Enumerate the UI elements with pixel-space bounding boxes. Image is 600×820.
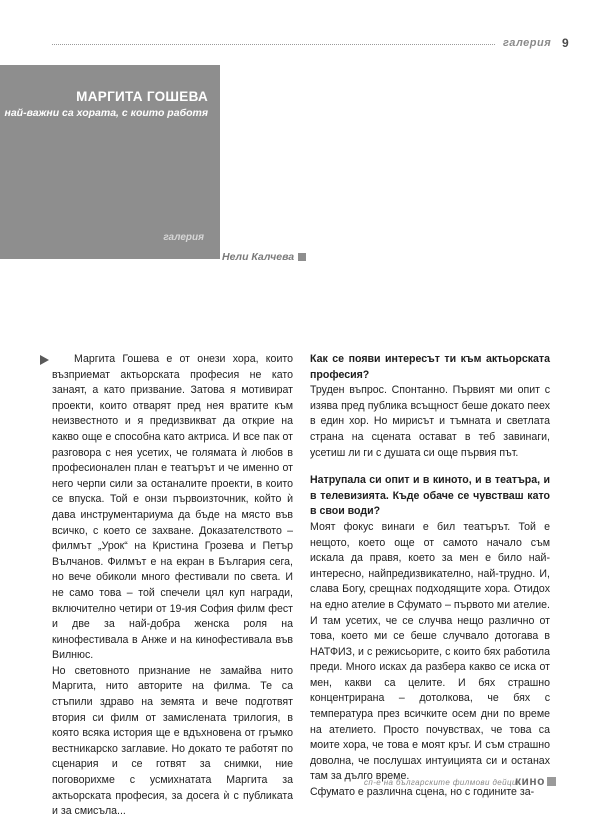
interview-question: Как се появи интересът ти към актьорската професия? bbox=[310, 353, 550, 381]
left-column bbox=[52, 352, 293, 820]
body-paragraph: Маргита Гошева е от онези хора, които възприемат актьорската професия не като занаят, а като призвание. Затова я мотивират проекти, които отварят пред нея вратите към неизвестното и я предизвикват да открие на какво още е способна като актриса. И все пак от разговора с нея усетих, че голямата ѝ любов в професионален план е театърът и че именно от него черпи сили за останалите проекти, в които се впуска. Той е онзи първоизточник, който ѝ дава инструментариума да бъде на място във всичко, с което се захване. Доказателството – филмът „Урок“ на Кристина Грозева и Петър Вълчанов. Филмът е на екран в България сега, но вече обиколи много фестивали по света. И не само това – той спечели цял куп награди, включително четири от 19-ия София филм фест и две за най-добра женска роля на кинофестивала в Анже и на кинофестивала във Вилнюс. bbox=[52, 353, 293, 662]
header-dotted-rule bbox=[52, 44, 495, 45]
section-label: галерия bbox=[503, 37, 552, 49]
article-title: МАРГИТА ГОШЕВА bbox=[76, 89, 208, 104]
footer-tagline: сп-е на българските филмови дейци bbox=[364, 778, 517, 787]
author-byline bbox=[222, 251, 306, 263]
interview-answer: Труден въпрос. Спонтанно. Първият ми опит с изява пред публика всъщност беше докато пеех в един хор. Но мирисът и тъмната и светлата страна на сцената остават в теб завинаги, усетиш ли ги с душата си още първия път. bbox=[310, 384, 550, 459]
interview-answer: Сфумато е различна сцена, но с годините за- bbox=[310, 786, 535, 799]
square-bullet-icon bbox=[298, 253, 306, 261]
interview-question: Натрупала си опит и в киното, и в театъра, и в телевизията. Къде обаче се чувстваш като в свои води? bbox=[310, 474, 550, 518]
interview-answer: Моят фокус винаги е бил театърът. Той е нещото, което още от самото начало съм искала да правя, което за мен е било най-интересно, найпредизвикателно, най-трудно. И, слава Богу, срещнах подходящите хора. Отидох на едно ателие в Сфумато – първото ми ателие. И там усетих, че се случва нещо различно от това, което ми се беше случвало дотогава в НАТФИЗ, и с режисьорите, с които бях работила преди. Много исках да разбера какво се иска от мен, какви са целите. И бях страшно концентрирана – дотолкова, че бях с температура през всичките осем дни по време на ателието. Просто почувствах, че това са моите хора, че това е моят кръг. И съм страшно доволна, че послушах интуицията си и останах там за дълго време. bbox=[310, 520, 550, 783]
article-subtitle: най-важни са хората, с които работя bbox=[4, 107, 208, 119]
footer-square-icon bbox=[547, 777, 556, 786]
arrow-right-icon bbox=[40, 355, 49, 365]
author-name: Нели Калчева bbox=[222, 251, 295, 263]
body-paragraph: Но световното признание не замайва нито Маргита, нито авторите на филма. Те са стъпили здраво на земята и вече подготвят втория си филм от замислената трилогия, в която всяка история ще е вдъхновена от гръмко вестникарско заглавие. Но докато те работят по сценария и се готвят за снимки, ние поговорихме с усмихнатата Маргита за актьорската професия, за досега ѝ с публиката и за смисъла... bbox=[52, 664, 293, 818]
box-gallery-label: галерия bbox=[163, 232, 204, 243]
paragraph-gap bbox=[310, 461, 550, 473]
footer-brand: кино bbox=[515, 774, 545, 788]
feature-title-box bbox=[0, 65, 220, 259]
page-number: 9 bbox=[562, 36, 569, 50]
right-column bbox=[310, 352, 550, 801]
